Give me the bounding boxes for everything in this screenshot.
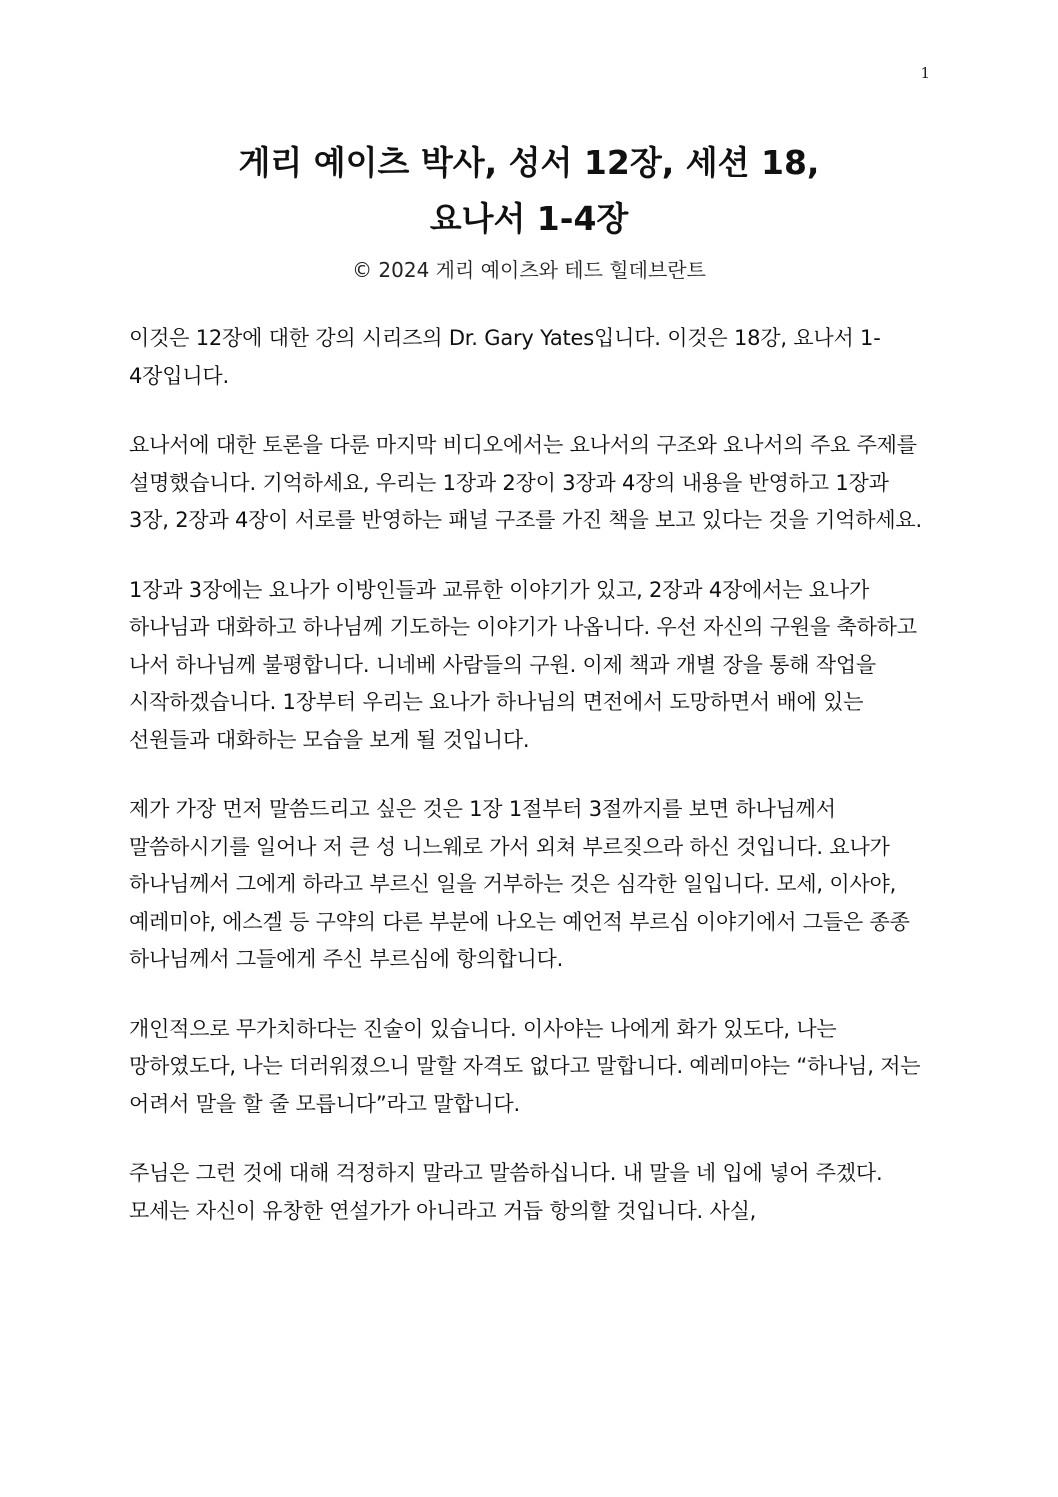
paragraph-2: 요나서에 대한 토론을 다룬 마지막 비디오에서는 요나서의 구조와 요나서의 주요 주제를 설명했습니다. 기억하세요, 우리는 1장과 2장이 3장과 4장의 내용을 반영하고 1장과 3장, 2장과 4장이 서로를 반영하는 패널 구조를 가진 책을 보고 있다는 것을 기억하세요.: [129, 433, 922, 532]
paragraph-6: 주님은 그런 것에 대해 걱정하지 말라고 말씀하십니다. 내 말을 네 입에 넣어 주겠다. 모세는 자신이 유창한 연설가가 아니라고 거듭 항의할 것입니다. 사실,: [129, 1161, 883, 1223]
paragraph-5: 개인적으로 무가치하다는 진술이 있습니다. 이사야는 나에게 화가 있도다, 나는 망하였도다, 나는 더러워졌으니 말할 자격도 없다고 말합니다. 예레미야는 “하나님, 저는 어려서 말을 할 줄 모릅니다”라고 말합니다.: [129, 1016, 921, 1116]
copyright-notice: © 2024 게리 예이츠와 테드 힐데브란트: [352, 258, 706, 282]
page-number: 1: [920, 64, 930, 82]
paragraph-4: 제가 가장 먼저 말씀드리고 싶은 것은 1장 1절부터 3절까지를 보면 하나님께서 말씀하시기를 일어나 저 큰 성 니느웨로 가서 외쳐 부르짖으라 하신 것입니다. 요나가 하나님께서 그에게 하라고 부르신 일을 거부하는 것은 심각한 일입니다. 모세, 이사야, 예레미야, 에스겔 등 구약의 다른 부분에 나오는 예언적 부르심 이야기에서 그들은 종종 하나님께서 그들에게 주신 부르심에 항의합니다.: [129, 797, 910, 971]
title-block: [0, 135, 1058, 285]
document-body: [129, 320, 929, 1262]
paragraph-1: 이것은 12장에 대한 강의 시리즈의 Dr. Gary Yates입니다. 이것은 18강, 요나서 1-4장입니다.: [129, 326, 881, 388]
document-title-line-1: 게리 예이츠 박사, 성서 12장, 세션 18,: [238, 143, 820, 182]
paragraph-3: 1장과 3장에는 요나가 이방인들과 교류한 이야기가 있고, 2장과 4장에서는 요나가 하나님과 대화하고 하나님께 기도하는 이야기가 나옵니다. 우선 자신의 구원을 축하하고 나서 하나님께 불평합니다. 니네베 사람들의 구원. 이제 책과 개별 장을 통해 작업을 시작하겠습니다. 1장부터 우리는 요나가 하나님의 면전에서 도망하면서 배에 있는 선원들과 대화하는 모습을 보게 될 것입니다.: [129, 577, 917, 752]
document-title-line-2: 요나서 1-4장: [429, 199, 629, 238]
